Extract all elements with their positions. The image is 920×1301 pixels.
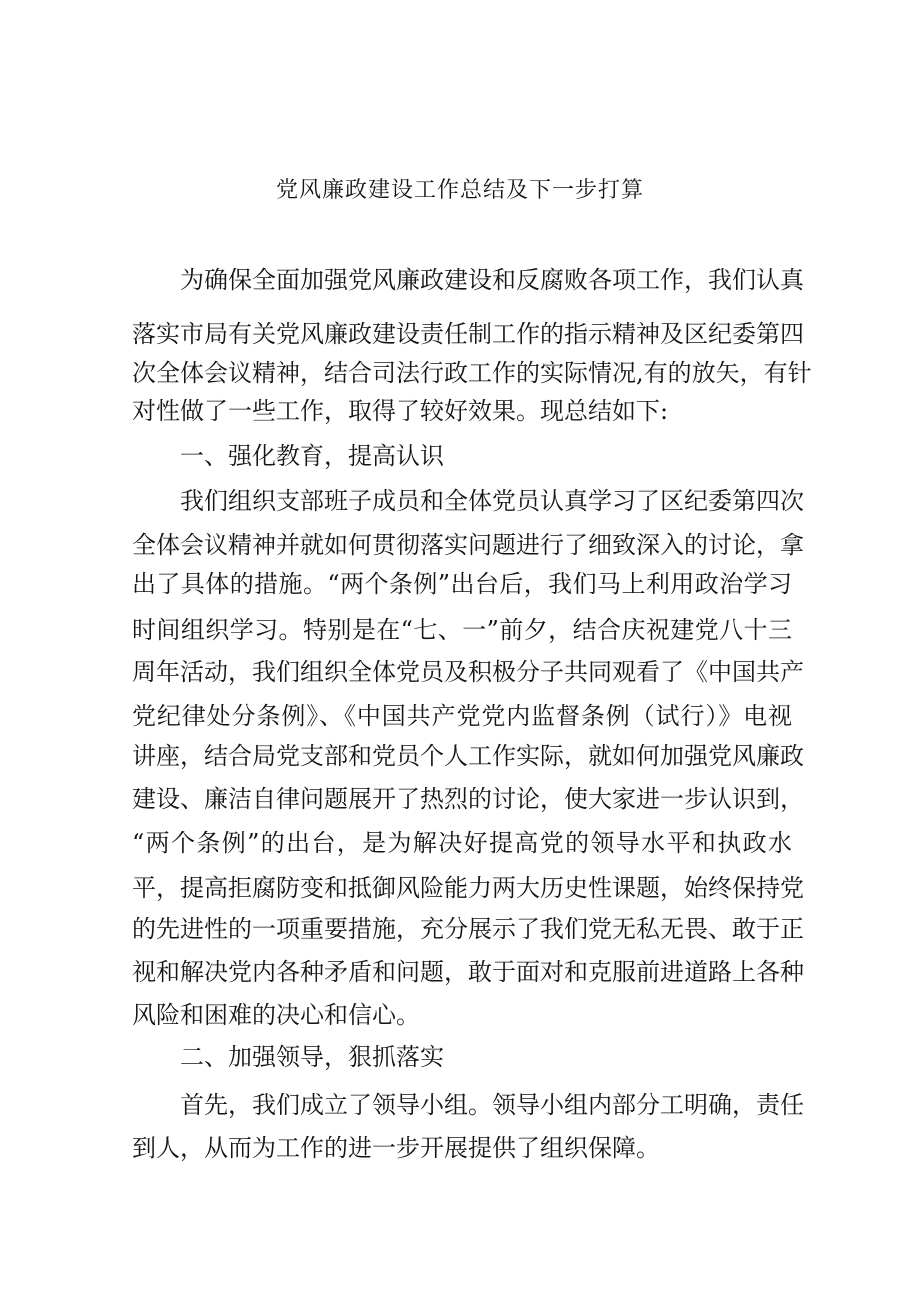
section-heading: 二、加强领导，狠抓落实 [180, 1043, 444, 1071]
paragraph-line: 党纪律处分条例》、《中国共产党党内监督条例（试行）》电视 [132, 702, 792, 730]
paragraph-line: 出了具体的措施。“两个条例”出台后，我们马上利用政治学习 [132, 570, 792, 598]
document-title: 党风廉政建设工作总结及下一步打算 [275, 178, 644, 203]
paragraph-line: 建设、廉洁自律问题展开了热烈的讨论，使大家进一步认识到， [132, 785, 804, 813]
paragraph-line: “两个条例”的出台，是为解决好提高党的领导水平和执政水 [132, 829, 792, 857]
paragraph-line: 对性做了一些工作，取得了较好效果。现总结如下: [132, 397, 669, 425]
paragraph-line: 全体会议精神并就如何贯彻落实问题进行了细致深入的讨论，拿 [132, 531, 804, 559]
paragraph-line: 落实市局有关党风廉政建设责任制工作的指示精神及区纪委第四 [132, 320, 804, 348]
paragraph-line: 我们组织支部班子成员和全体党员认真学习了区纪委第四次 [180, 487, 804, 515]
paragraph-line: 风险和困难的决心和信心。 [132, 1001, 420, 1029]
paragraph-line: 平，提高拒腐防变和抵御风险能力两大历史性课题，始终保持党 [132, 874, 804, 902]
paragraph-line: 讲座，结合局党支部和党员个人工作实际，就如何加强党风廉政 [132, 742, 804, 770]
section-heading: 一、强化教育，提高认识 [180, 442, 444, 470]
paragraph-line: 次全体会议精神，结合司法行政工作的实际情况,有的放矢，有针 [132, 359, 812, 387]
paragraph-line: 为确保全面加强党风廉政建设和反腐败各项工作，我们认真 [180, 266, 804, 294]
paragraph-line: 时间组织学习。特别是在“七、一”前夕，结合庆祝建党八十三 [132, 616, 792, 644]
paragraph-line: 首先，我们成立了领导小组。领导小组内部分工明确，责任 [180, 1091, 804, 1119]
paragraph-line: 到人，从而为工作的进一步开展提供了组织保障。 [132, 1134, 660, 1162]
paragraph-line: 的先进性的一项重要措施，充分展示了我们党无私无畏、敢于正 [132, 915, 804, 943]
paragraph-line: 周年活动，我们组织全体党员及积极分子共同观看了《中国共产 [132, 658, 804, 686]
paragraph-line: 视和解决党内各种矛盾和问题，敢于面对和克服前进道路上各种 [132, 958, 804, 986]
